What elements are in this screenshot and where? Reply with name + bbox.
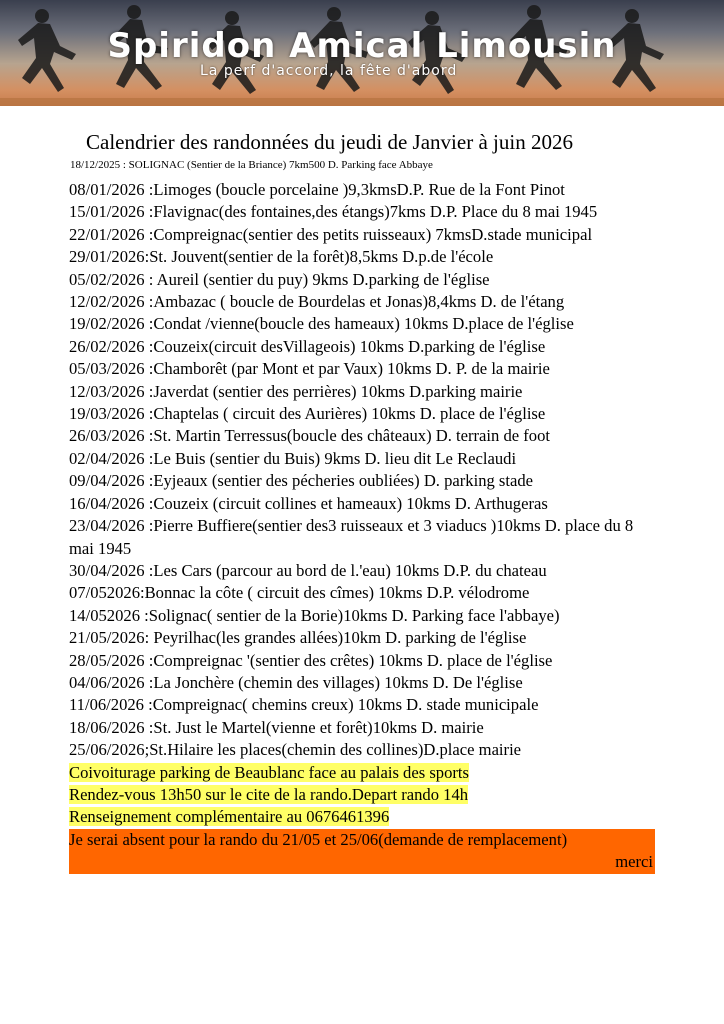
schedule-entry: 15/01/2026 :Flavignac(des fontaines,des étangs)7kms D.P. Place du 8 mai 1945 [69,202,598,222]
schedule-entry: 05/03/2026 :Chamborêt (par Mont et par Vaux) 10kms D. P. de la mairie [69,359,550,379]
schedule-entry: 30/04/2026 :Les Cars (parcour au bord de l.'eau) 10kms D.P. du chateau [69,560,547,580]
schedule-entry: 21/05/2026: Peyrilhac(les grandes allées)10km D. parking de l'église [69,628,527,648]
meeting-note: Rendez-vous 13h50 sur le cite de la rando.Depart rando 14h [69,784,469,804]
info-note: Renseignement complémentaire au 0676461396 [69,807,390,827]
club-slogan: La perf d'accord, la fête d'abord [200,63,458,79]
previous-hike-line: 18/12/2025 : SOLIGNAC (Sentier de la Briance) 7km500 D. Parking face Abbaye [70,159,433,171]
absence-text: Je serai absent pour la rando du 21/05 et 25/06(demande de remplacement) [69,829,568,849]
schedule-entry: 02/04/2026 :Le Buis (sentier du Buis) 9kms D. lieu dit Le Reclaudi [69,448,517,468]
page-title: Calendrier des randonnées du jeudi de Janvier à juin 2026 [86,130,573,154]
schedule-entry: 08/01/2026 :Limoges (boucle porcelaine )9,3kmsD.P. Rue de la Font Pinot [69,180,565,199]
carpool-note-line [69,762,659,784]
schedule-entry: 16/04/2026 :Couzeix (circuit collines et hameaux) 10kms D. Arthugeras [69,493,548,513]
carpool-note: Coivoiturage parking de Beaublanc face au palais des sports [69,762,469,782]
absence-notice [69,829,655,874]
schedule-entry: 19/02/2026 :Condat /vienne(boucle des hameaux) 10kms D.place de l'église [69,314,574,334]
club-name: Spiridon Amical Limousin [107,26,617,66]
schedule-entry: 11/06/2026 :Compreignac( chemins creux) 10kms D. stade municipale [69,695,539,715]
schedule-entry: 23/04/2026 :Pierre Buffiere(sentier des3 ruisseaux et 3 viaducs )10kms D. place du 8 mai 1945 [69,516,634,558]
schedule-entry: 28/05/2026 :Compreignac '(sentier des crêtes) 10kms D. place de l'église [69,650,553,670]
schedule-entry: 26/03/2026 :St. Martin Terressus(boucle des châteaux) D. terrain de foot [69,426,551,446]
schedule-entry: 22/01/2026 :Compreignac(sentier des petits ruisseaux) 7kmsD.stade municipal [69,224,593,244]
schedule-entry: 29/01/2026:St. Jouvent(sentier de la forêt)8,5kms D.p.de l'école [69,247,494,267]
schedule-entry: 19/03/2026 :Chaptelas ( circuit des Aurières) 10kms D. place de l'église [69,404,546,424]
schedule-entry: 26/02/2026 :Couzeix(circuit desVillageois) 10kms D.parking de l'église [69,336,546,356]
schedule-entry: 04/06/2026 :La Jonchère (chemin des villages) 10kms D. De l'église [69,672,523,692]
schedule-entry: 09/04/2026 :Eyjeaux (sentier des pécheries oubliées) D. parking stade [69,471,534,491]
info-note-line [69,806,659,828]
schedule-entry: 07/052026:Bonnac la côte ( circuit des cîmes) 10kms D.P. vélodrome [69,583,530,603]
schedule-entry: 14/052026 :Solignac( sentier de la Borie)10kms D. Parking face l'abbaye) [69,605,560,625]
thanks-text: merci [615,852,653,872]
schedule-entry: 12/02/2026 :Ambazac ( boucle de Bourdelas et Jonas)8,4kms D. de l'étang [69,292,565,312]
schedule-entry: 18/06/2026 :St. Just le Martel(vienne et forêt)10kms D. mairie [69,717,484,737]
schedule-entry: 25/06/2026;St.Hilaire les places(chemin des collines)D.place mairie [69,740,522,760]
hike-schedule [69,179,659,874]
meeting-note-line [69,784,659,806]
schedule-entry: 12/03/2026 :Javerdat (sentier des perrières) 10kms D.parking mairie [69,381,523,401]
header-banner [0,0,724,106]
schedule-entry: 05/02/2026 : Aureil (sentier du puy) 9kms D.parking de l'église [69,269,490,289]
